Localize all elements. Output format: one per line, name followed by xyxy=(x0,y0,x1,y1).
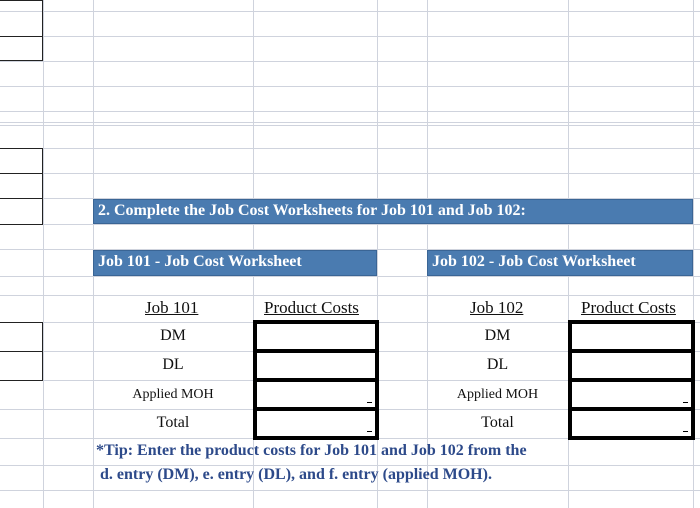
job-101-column-header: Job 101 xyxy=(145,298,199,317)
row-header-cell[interactable] xyxy=(0,198,43,225)
row-header-cell[interactable] xyxy=(0,173,43,199)
section-header: 2. Complete the Job Cost Worksheets for Job 101 and Job 102: xyxy=(93,199,693,224)
job-102-dm-label: DM xyxy=(484,327,511,344)
tip-line-1: *Tip: Enter the product costs for Job 101 and Job 102 from the xyxy=(96,442,527,459)
job-101-total-input[interactable] xyxy=(253,407,379,440)
dash-value xyxy=(683,431,688,432)
row-gap xyxy=(0,112,700,123)
job-102-worksheet-title: Job 102 - Job Cost Worksheet xyxy=(427,250,693,276)
row-header-cell[interactable] xyxy=(0,322,43,352)
dash-value xyxy=(367,431,372,432)
job-102-total-input[interactable] xyxy=(568,407,695,440)
job-101-total-label: Total xyxy=(156,414,190,431)
job-102-dl-label: DL xyxy=(486,356,509,373)
row-header-cell[interactable] xyxy=(0,0,43,37)
row-header-cell[interactable] xyxy=(0,148,43,174)
row-header-cell[interactable] xyxy=(0,351,43,381)
job-101-dm-label: DM xyxy=(160,327,186,344)
job-101-product-costs-header: Product Costs xyxy=(264,298,359,317)
job-101-dl-label: DL xyxy=(162,356,184,373)
job-102-product-costs-header: Product Costs xyxy=(581,298,676,317)
tip-line-2: d. entry (DM), e. entry (DL), and f. entry (applied MOH). xyxy=(100,466,492,483)
job-102-total-label: Total xyxy=(481,414,514,431)
job-101-worksheet-title: Job 101 - Job Cost Worksheet xyxy=(93,250,377,276)
job-101-applied-moh-label: Applied MOH xyxy=(132,387,214,402)
job-102-column-header: Job 102 xyxy=(470,298,524,317)
dash-value xyxy=(683,402,688,403)
row-header-cell[interactable] xyxy=(0,36,43,61)
dash-value xyxy=(367,402,372,403)
job-102-applied-moh-label: Applied MOH xyxy=(456,387,539,402)
